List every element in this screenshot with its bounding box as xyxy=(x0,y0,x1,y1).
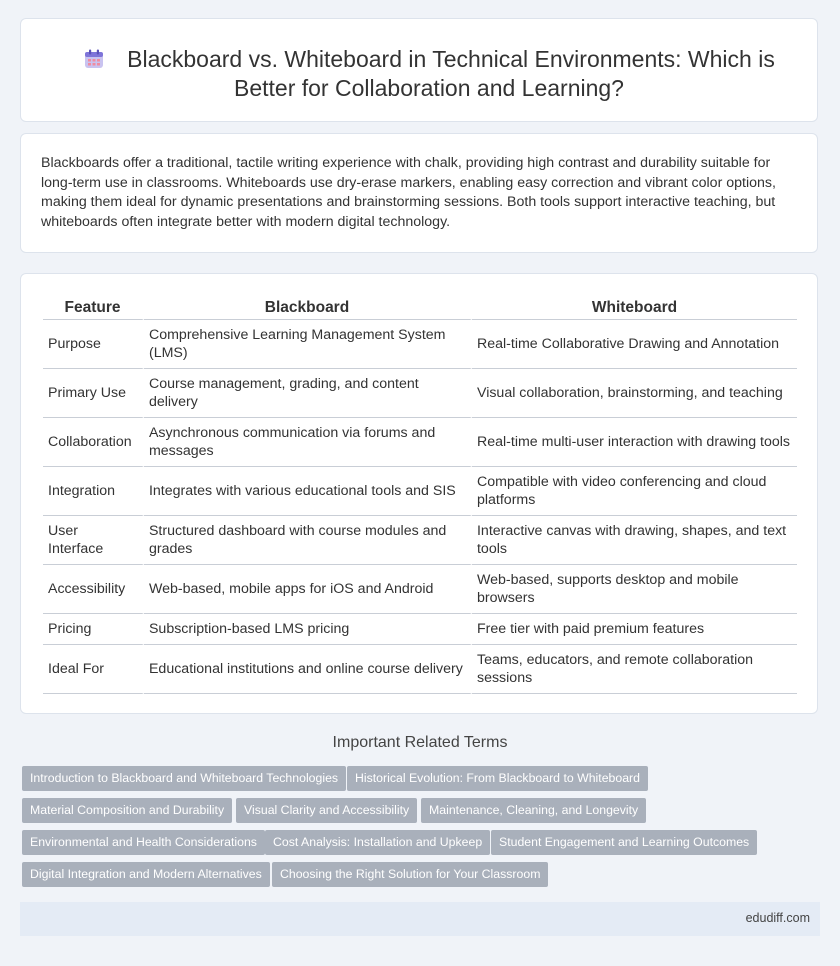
related-term-tag[interactable]: Cost Analysis: Installation and Upkeep xyxy=(265,830,490,855)
blackboard-cell: Integrates with various educational tools and SIS xyxy=(144,467,472,516)
related-term-tag[interactable]: Material Composition and Durability xyxy=(22,798,232,823)
blackboard-cell: Educational institutions and online course delivery xyxy=(144,645,472,694)
feature-cell: Collaboration xyxy=(43,418,144,467)
blackboard-cell: Asynchronous communication via forums and messages xyxy=(144,418,472,467)
header-blackboard: Blackboard xyxy=(144,294,472,320)
related-term-tag[interactable]: Maintenance, Cleaning, and Longevity xyxy=(421,798,646,823)
blackboard-cell: Course management, grading, and content delivery xyxy=(144,369,472,418)
table-row xyxy=(43,467,797,516)
feature-cell: Primary Use xyxy=(43,369,144,418)
feature-cell: Purpose xyxy=(43,320,144,369)
whiteboard-cell: Web-based, supports desktop and mobile browsers xyxy=(472,565,797,614)
intro-card xyxy=(20,133,818,253)
table-header-row xyxy=(43,294,797,320)
feature-cell: Pricing xyxy=(43,614,144,645)
related-term-tag[interactable]: Digital Integration and Modern Alternatives xyxy=(22,862,270,887)
table-row xyxy=(43,565,797,614)
whiteboard-cell: Real-time Collaborative Drawing and Annotation xyxy=(472,320,797,369)
related-term-tag[interactable]: Environmental and Health Considerations xyxy=(22,830,265,855)
header-whiteboard: Whiteboard xyxy=(472,294,797,320)
header-card xyxy=(20,18,818,122)
related-term-tag[interactable]: Choosing the Right Solution for Your Classroom xyxy=(272,862,548,887)
feature-cell: Accessibility xyxy=(43,565,144,614)
intro-paragraph: Blackboards offer a traditional, tactile writing experience with chalk, providing high contrast and durability suitable for long-term use in classrooms. Whiteboards use dry-erase markers, enabling easy correction and vibrant color options, making them ideal for dynamic presentations and brainstorming sessions. Both tools support interactive teaching, but whiteboards often integrate better with modern digital technology. xyxy=(41,155,776,230)
table-row xyxy=(43,516,797,565)
page-title-text: Blackboard vs. Whiteboard in Technical Environments: Which is Better for Collaboration and Learning? xyxy=(127,46,775,101)
table-row xyxy=(43,369,797,418)
related-term-tag[interactable]: Student Engagement and Learning Outcomes xyxy=(491,830,757,855)
blackboard-cell: Web-based, mobile apps for iOS and Android xyxy=(144,565,472,614)
whiteboard-cell: Free tier with paid premium features xyxy=(472,614,797,645)
calendar-icon xyxy=(83,48,105,70)
footer xyxy=(20,902,820,936)
blackboard-cell: Structured dashboard with course modules and grades xyxy=(144,516,472,565)
whiteboard-cell: Compatible with video conferencing and cloud platforms xyxy=(472,467,797,516)
related-term-tag[interactable]: Visual Clarity and Accessibility xyxy=(236,798,417,823)
table-row xyxy=(43,418,797,467)
related-term-tag[interactable]: Introduction to Blackboard and Whiteboard Technologies xyxy=(22,766,346,791)
feature-cell: User Interface xyxy=(43,516,144,565)
related-term-tag[interactable]: Historical Evolution: From Blackboard to Whiteboard xyxy=(347,766,648,791)
footer-site-link[interactable]: edudiff.com xyxy=(745,911,810,925)
comparison-card xyxy=(20,273,818,714)
blackboard-cell: Subscription-based LMS pricing xyxy=(144,614,472,645)
whiteboard-cell: Visual collaboration, brainstorming, and teaching xyxy=(472,369,797,418)
comparison-table xyxy=(43,294,797,694)
table-row xyxy=(43,320,797,369)
table-row xyxy=(43,645,797,694)
blackboard-cell: Comprehensive Learning Management System (LMS) xyxy=(144,320,472,369)
feature-cell: Integration xyxy=(43,467,144,516)
whiteboard-cell: Interactive canvas with drawing, shapes, and text tools xyxy=(472,516,797,565)
feature-cell: Ideal For xyxy=(43,645,144,694)
page-title xyxy=(61,45,797,103)
related-terms-title: Important Related Terms xyxy=(332,734,508,751)
whiteboard-cell: Real-time multi-user interaction with drawing tools xyxy=(472,418,797,467)
header-feature: Feature xyxy=(43,294,144,320)
table-row xyxy=(43,614,797,645)
whiteboard-cell: Teams, educators, and remote collaboration sessions xyxy=(472,645,797,694)
